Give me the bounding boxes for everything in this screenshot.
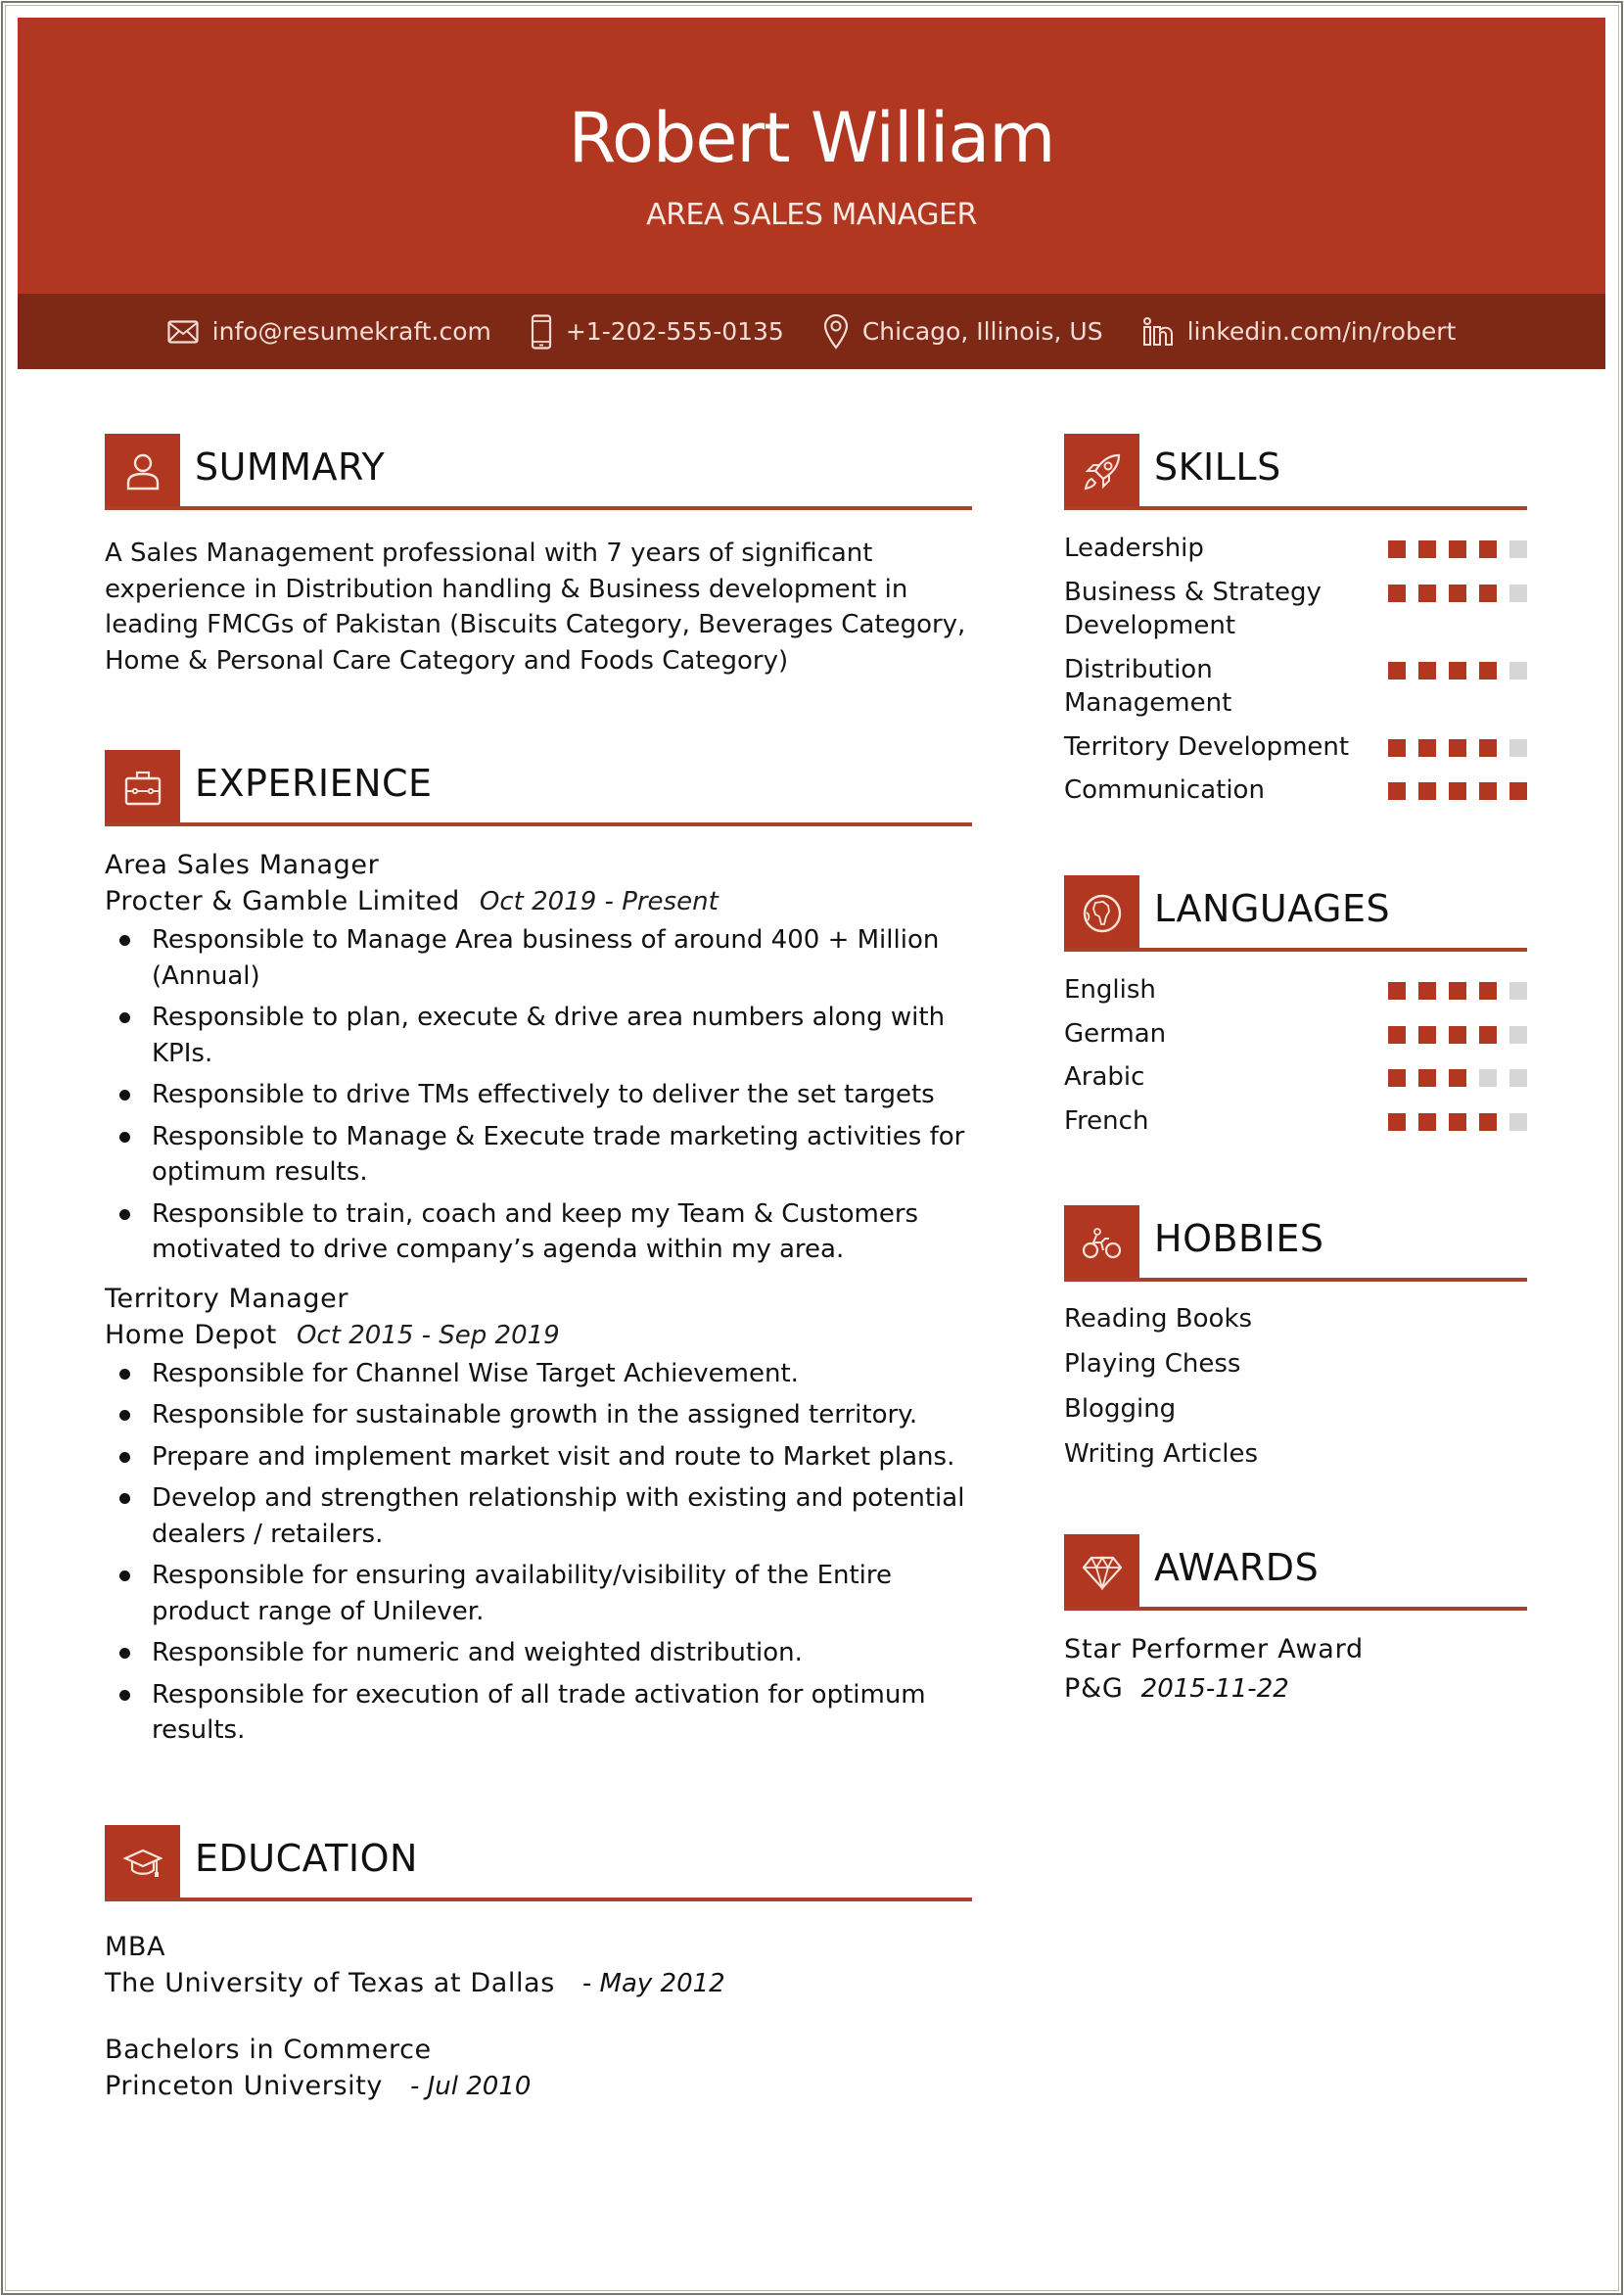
language-name: English <box>1064 975 1156 1005</box>
contact-linkedin-text: linkedin.com/in/robert <box>1186 317 1457 346</box>
education-entry <box>105 1929 972 2002</box>
rating-dot-filled <box>1418 585 1436 602</box>
education-meta <box>105 2068 972 2105</box>
list-item: Responsible to plan, execute & drive area numbers along with KPIs. <box>105 1000 972 1071</box>
job-entry <box>105 1282 972 1749</box>
language-row <box>1064 1104 1527 1139</box>
candidate-title: AREA SALES MANAGER <box>646 198 977 232</box>
job-entry <box>105 848 972 1268</box>
rating-dot-filled <box>1388 739 1406 757</box>
section-divider <box>1064 1607 1527 1611</box>
list-item: Responsible to drive TMs effectively to deliver the set targets <box>105 1077 972 1113</box>
skill-name: Distribution Management <box>1064 654 1232 718</box>
awards-section <box>1064 1534 1527 1709</box>
education-section <box>105 1825 972 2105</box>
rating-meter <box>1388 973 1527 1000</box>
skills-header <box>1064 434 1527 512</box>
hobbies-list <box>1064 1296 1527 1476</box>
rating-meter <box>1388 773 1527 800</box>
job-company: Home Depot <box>105 1319 277 1350</box>
rating-dot-filled <box>1418 1026 1436 1044</box>
rating-dot-filled <box>1449 585 1466 602</box>
job-responsibilities <box>105 1356 972 1749</box>
rating-dot-filled <box>1479 782 1497 800</box>
rating-dot-filled <box>1509 782 1527 800</box>
list-item: Prepare and implement market visit and route to Market plans. <box>105 1439 972 1476</box>
contact-email-text: info@resumekraft.com <box>211 317 491 346</box>
skill-name: Business & Strategy Development <box>1064 577 1322 640</box>
job-dates: Oct 2019 - Present <box>479 887 719 916</box>
user-icon <box>105 434 180 509</box>
rating-dot-filled <box>1388 662 1406 679</box>
rating-dot-filled <box>1388 782 1406 800</box>
experience-section <box>105 750 972 1755</box>
list-item: Responsible for sustainable growth in the assigned territory. <box>105 1397 972 1433</box>
rating-dot-empty <box>1509 585 1527 602</box>
list-item: Reading Books <box>1064 1304 1253 1334</box>
school: The University of Texas at Dallas <box>105 1968 555 1998</box>
list-item: Responsible for execution of all trade activation for optimum results. <box>105 1677 972 1749</box>
experience-header <box>105 750 972 828</box>
skills-heading: SKILLS <box>1154 445 1281 489</box>
skill-row <box>1064 730 1527 765</box>
rating-dot-empty <box>1509 982 1527 1000</box>
map-pin-icon <box>823 314 849 350</box>
awards-heading: AWARDS <box>1154 1546 1320 1589</box>
contact-location-text: Chicago, Illinois, US <box>861 317 1103 346</box>
graduation-cap-icon <box>105 1825 180 1900</box>
skills-list <box>1064 532 1527 808</box>
rating-meter <box>1388 532 1527 558</box>
contact-location <box>823 314 1103 350</box>
rating-dot-filled <box>1479 662 1497 679</box>
list-item: Playing Chess <box>1064 1349 1241 1379</box>
education-entry <box>105 2032 972 2105</box>
languages-header <box>1064 875 1527 954</box>
list-item: Responsible to Manage Area business of around 400 + Million (Annual) <box>105 922 972 994</box>
list-item: Responsible to Manage & Execute trade marketing activities for optimum results. <box>105 1119 972 1191</box>
rating-dot-filled <box>1449 1026 1466 1044</box>
rating-dot-filled <box>1449 662 1466 679</box>
diamond-icon <box>1064 1534 1139 1610</box>
education-meta <box>105 1965 972 2002</box>
rating-dot-filled <box>1418 982 1436 1000</box>
skill-row <box>1064 576 1527 643</box>
skill-name: Territory Development <box>1064 731 1350 762</box>
list-item: Responsible for numeric and weighted distribution. <box>105 1635 972 1671</box>
job-company: Procter & Gamble Limited <box>105 886 460 916</box>
rating-meter <box>1388 1017 1527 1044</box>
award-organization: P&G <box>1064 1673 1124 1704</box>
summary-text: A Sales Management professional with 7 years of significant experience in Distribution handling & Business development in leading FMCGs of Pakistan (Biscuits Category, Beverages Category, Home & Personal Care Category and Foods Category) <box>105 539 966 676</box>
languages-list <box>1064 973 1527 1138</box>
languages-section <box>1064 875 1527 1148</box>
job-meta <box>105 1317 972 1354</box>
rating-meter <box>1388 730 1527 757</box>
rating-dot-empty <box>1509 739 1527 757</box>
rating-dot-empty <box>1509 1069 1527 1087</box>
section-divider <box>1064 1278 1527 1282</box>
bicycle-icon <box>1064 1205 1139 1281</box>
rating-dot-empty <box>1509 1026 1527 1044</box>
section-divider <box>105 822 972 826</box>
award-date: 2015-11-22 <box>1140 1674 1289 1704</box>
job-title: Territory Manager <box>105 1283 349 1314</box>
degree: Bachelors in Commerce <box>105 2035 432 2065</box>
rating-dot-empty <box>1509 1113 1527 1131</box>
skill-name: Communication <box>1064 775 1265 805</box>
section-divider <box>105 1898 972 1901</box>
candidate-name: Robert William <box>568 98 1055 178</box>
rating-dot-filled <box>1449 1113 1466 1131</box>
hobbies-heading: HOBBIES <box>1154 1217 1324 1260</box>
graduation-date: - Jul 2010 <box>409 2072 532 2101</box>
rating-dot-filled <box>1479 1113 1497 1131</box>
list-item: Responsible for ensuring availability/visibility of the Entire product range of Unilever. <box>105 1558 972 1629</box>
rating-dot-filled <box>1388 585 1406 602</box>
rocket-icon <box>1064 434 1139 509</box>
rating-meter <box>1388 1104 1527 1131</box>
hobbies-header <box>1064 1205 1527 1284</box>
award-meta <box>1064 1669 1527 1709</box>
rating-dot-filled <box>1388 1113 1406 1131</box>
language-name: German <box>1064 1018 1167 1049</box>
rating-dot-filled <box>1479 982 1497 1000</box>
rating-dot-empty <box>1509 662 1527 679</box>
rating-dot-filled <box>1388 540 1406 558</box>
degree: MBA <box>105 1932 166 1962</box>
rating-dot-filled <box>1388 1069 1406 1087</box>
rating-dot-filled <box>1388 1026 1406 1044</box>
contact-bar <box>18 294 1605 369</box>
linkedin-icon <box>1142 317 1174 347</box>
rating-dot-filled <box>1388 982 1406 1000</box>
education-header <box>105 1825 972 1903</box>
rating-dot-filled <box>1418 1069 1436 1087</box>
header-banner <box>18 18 1605 294</box>
rating-dot-filled <box>1418 739 1436 757</box>
skill-row <box>1064 653 1527 721</box>
school: Princeton University <box>105 2071 383 2101</box>
rating-dot-filled <box>1418 540 1436 558</box>
list-item: Blogging <box>1064 1394 1177 1424</box>
awards-header <box>1064 1534 1527 1613</box>
language-name: Arabic <box>1064 1062 1145 1092</box>
rating-meter <box>1388 1060 1527 1087</box>
award-entry <box>1064 1630 1527 1709</box>
rating-dot-filled <box>1418 1113 1436 1131</box>
graduation-date: - May 2012 <box>581 1969 725 1998</box>
education-heading: EDUCATION <box>195 1837 418 1880</box>
rating-dot-filled <box>1449 540 1466 558</box>
contact-phone[interactable] <box>531 314 784 350</box>
rating-dot-filled <box>1449 1069 1466 1087</box>
rating-dot-filled <box>1479 585 1497 602</box>
rating-dot-filled <box>1479 540 1497 558</box>
job-meta <box>105 883 972 920</box>
rating-dot-filled <box>1479 739 1497 757</box>
globe-icon <box>1064 875 1139 951</box>
briefcase-icon <box>105 750 180 825</box>
rating-dot-filled <box>1418 782 1436 800</box>
award-name: Star Performer Award <box>1064 1634 1364 1664</box>
list-item: Responsible to train, coach and keep my Team & Customers motivated to drive company’s agenda within my area. <box>105 1196 972 1268</box>
job-responsibilities <box>105 922 972 1268</box>
rating-dot-filled <box>1418 662 1436 679</box>
language-row <box>1064 1060 1527 1095</box>
list-item: Develop and strengthen relationship with existing and potential dealers / retailers. <box>105 1480 972 1552</box>
contact-phone-text: +1-202-555-0135 <box>565 317 784 346</box>
rating-dot-filled <box>1449 982 1466 1000</box>
list-item: Writing Articles <box>1064 1439 1259 1469</box>
job-title: Area Sales Manager <box>105 850 380 880</box>
rating-dot-filled <box>1479 1026 1497 1044</box>
skill-name: Leadership <box>1064 534 1204 563</box>
rating-dot-filled <box>1449 739 1466 757</box>
summary-heading: SUMMARY <box>195 445 386 489</box>
envelope-icon <box>167 320 199 344</box>
summary-section <box>105 434 972 679</box>
language-name: French <box>1064 1105 1149 1136</box>
section-divider <box>1064 506 1527 510</box>
rating-dot-empty <box>1479 1069 1497 1087</box>
rating-dot-empty <box>1509 540 1527 558</box>
contact-email[interactable] <box>167 317 491 346</box>
section-divider <box>1064 948 1527 952</box>
contact-linkedin[interactable] <box>1142 317 1457 347</box>
skills-section <box>1064 434 1527 818</box>
language-row <box>1064 973 1527 1007</box>
summary-header <box>105 434 972 512</box>
list-item: Responsible for Channel Wise Target Achievement. <box>105 1356 972 1392</box>
languages-heading: LANGUAGES <box>1154 887 1391 930</box>
rating-meter <box>1388 576 1527 602</box>
skill-row <box>1064 773 1527 808</box>
mobile-phone-icon <box>531 314 552 350</box>
job-dates: Oct 2015 - Sep 2019 <box>296 1320 560 1350</box>
rating-dot-filled <box>1449 782 1466 800</box>
hobbies-section <box>1064 1205 1527 1476</box>
section-divider <box>105 506 972 510</box>
skill-row <box>1064 532 1527 566</box>
experience-heading: EXPERIENCE <box>195 762 433 805</box>
language-row <box>1064 1017 1527 1052</box>
rating-meter <box>1388 653 1527 679</box>
